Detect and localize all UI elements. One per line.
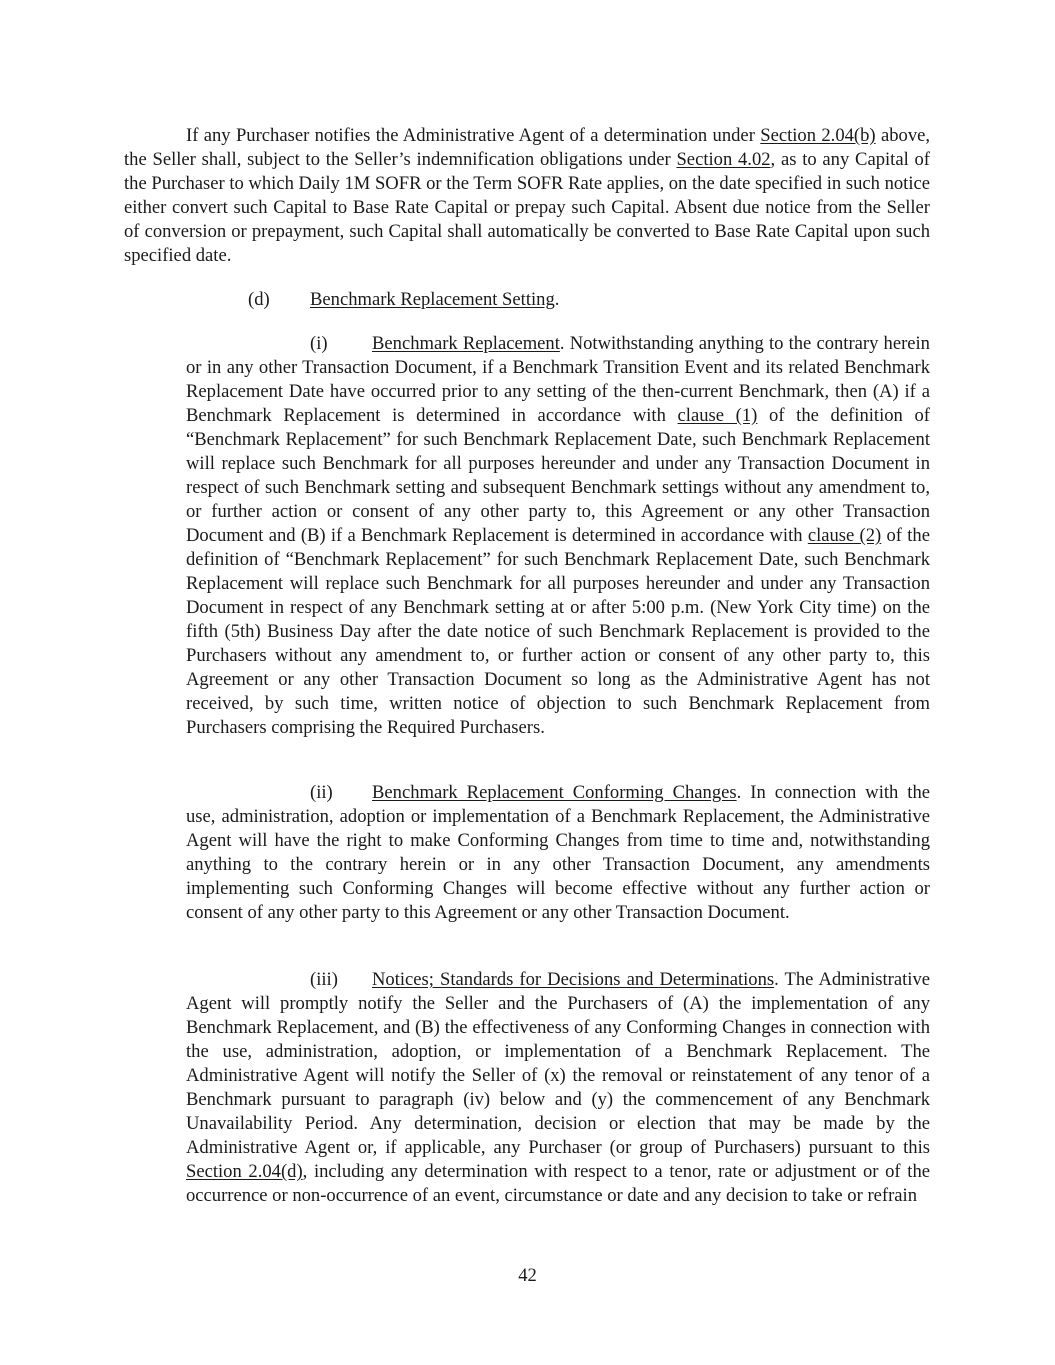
clause-reference: clause (2) [807,525,882,546]
section-number: (d) [248,289,270,310]
page-number: 42 [518,1265,537,1286]
section-title: Benchmark Replacement Setting [310,289,555,310]
subsection-number: (iii) [310,969,338,990]
paragraph-conversion-notice [124,124,930,268]
paragraph-text: , as to any Capital of the Purchaser to which Daily 1M SOFR or the Term SOFR Rate applies, on the date specified in such notice either convert such Capital to Base Rate Capital or prepay such Capital. Absent due notice from the Seller of conversion or prepayment, such Capital shall automatically be converted to Base Rate Capital upon such specified date. [124,149,931,266]
paragraph-text: . In connection with the use, administration, adoption or implementation of a Benchmark Replacement, the Administrative Agent will have the right to make Conforming Changes from time to time and, notwithstanding anything to the contrary herein or in any other Transaction Document, any amendments implementing such Conforming Changes will become effective without any further action or consent of any other party to this Agreement or any other Transaction Document. [186,782,931,923]
subsection-ii [186,781,930,925]
paragraph-text: . The Administrative Agent will promptly notify the Seller and the Purchasers of (A) the implementation of any Benchmark Replacement, and (B) the effectiveness of any Conforming Changes in connection with the use, administration, adoption, or implementation of a Benchmark Replacement. The Administrative Agent will notify the Seller of (x) the removal or reinstatement of any tenor of a Benchmark pursuant to paragraph (iv) below and (y) the commencement of any Benchmark Unavailability Period. Any determination, decision or election that may be made by the Administrative Agent or, if applicable, any Purchaser (or group of Purchasers) pursuant to this [186,969,930,1158]
section-reference: Section 2.04(b) [760,125,876,146]
subsection-title: Benchmark Replacement [372,333,560,354]
subsection-number: (ii) [310,782,333,803]
section-title-punctuation: . [554,289,560,310]
section-reference: Section 2.04(d) [186,1161,303,1182]
subsection-title: Benchmark Replacement Conforming Changes [372,782,737,803]
clause-reference: clause (1) [677,405,758,426]
subsection-iii [186,968,930,1208]
paragraph-text: , including any determination with respect to a tenor, rate or adjustment or of the occurrence or non-occurrence of an event, circumstance or date and any decision to take or refrain [186,1161,930,1206]
paragraph-text: of the definition of “Benchmark Replacement” for such Benchmark Replacement Date, such Benchmark Replacement will replace such Benchmark for all purposes hereunder and under any Transaction Document in respect of such Benchmark setting and subsequent Benchmark settings without any amendment to, or further action or consent of any other party to, this Agreement or any other Transaction Document and (B) if a Benchmark Replacement is determined in accordance with [186,405,930,546]
section-reference: Section 4.02 [676,149,771,170]
paragraph-text: above, the Seller shall, subject to the Seller’s indemnification obligations under [124,125,931,170]
subsection-title: Notices; Standards for Decisions and Determinations [372,969,775,990]
paragraph-text: . Notwithstanding anything to the contrary herein or in any other Transaction Document, if a Benchmark Transition Event and its related Benchmark Replacement Date have occurred prior to any setting of the then-current Benchmark, then (A) if a Benchmark Replacement is determined in accordance with [186,333,930,426]
paragraph-text: of the definition of “Benchmark Replacement” for such Benchmark Replacement Date, such Benchmark Replacement will replace such Benchmark for all purposes hereunder and under any Transaction Document in respect of any Benchmark setting at or after 5:00 p.m. (New York City time) on the fifth (5th) Business Day after the date notice of such Benchmark Replacement is provided to the Purchasers without any amendment to, or further action or consent of any other party to, this Agreement or any other Transaction Document so long as the Administrative Agent has not received, by such time, written notice of objection to such Benchmark Replacement from Purchasers comprising the Required Purchasers. [186,525,930,738]
paragraph-text: If any Purchaser notifies the Administrative Agent of a determination under [186,125,761,146]
subsection-i [186,332,930,740]
subsection-number: (i) [310,333,328,354]
